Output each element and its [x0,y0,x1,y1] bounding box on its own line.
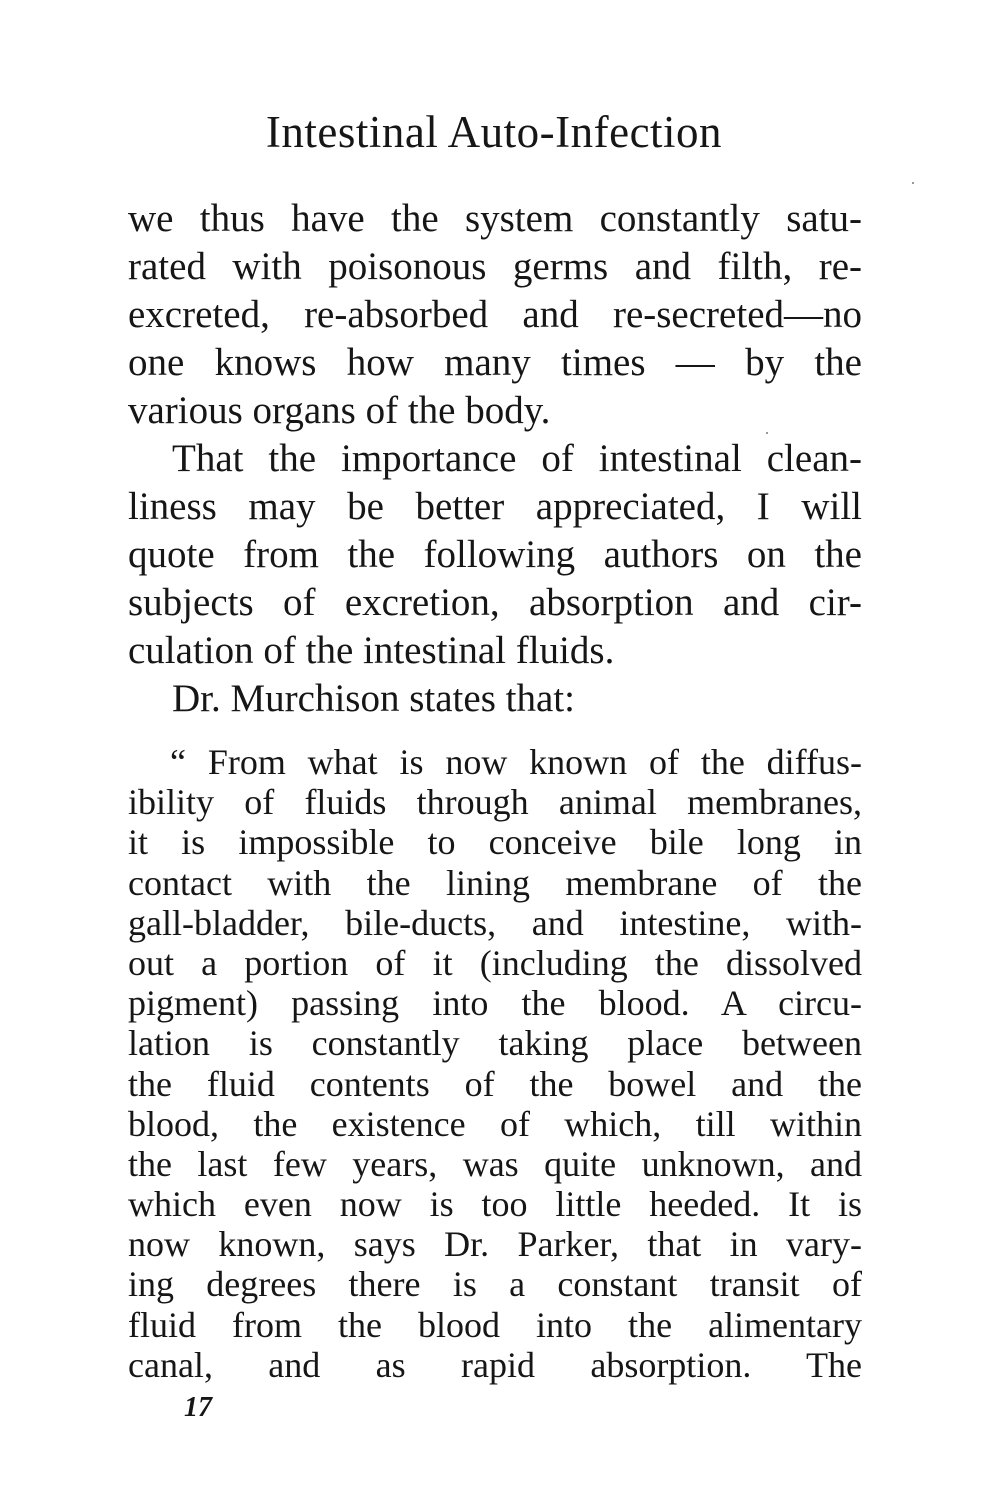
text-line: excreted, re-absorbed and re-secreted—no [128,293,862,336]
quote-line: contact with the lining membrane of the [128,862,862,903]
main-text [128,195,862,723]
paper-speck [912,182,914,184]
quote-line: “ From what is now known of the diffus- [170,742,862,782]
quotation [128,742,862,1385]
quote-line: it is impossible to conceive bile long in [128,822,862,863]
quote-line: which even now is too little heeded. It is [128,1184,862,1225]
text-line: That the importance of intestinal clean- [172,437,862,480]
text-line: Dr. Murchison states that: [172,677,575,720]
quote-line: the last few years, was quite unknown, and [128,1143,862,1184]
text-line: culation of the intestinal fluids. [128,629,615,672]
paper-speck [766,432,768,434]
text-line: various organs of the body. [128,389,551,432]
text-line: liness may be better appreciated, I will [128,485,862,528]
quote-line: pigment) passing into the blood. A circu- [128,983,862,1024]
quote-line: out a portion of it (including the dissolved [128,942,862,983]
quote-line: ing degrees there is a constant transit of [128,1264,862,1305]
quote-line: ibility of fluids through animal membranes, [128,782,862,823]
quote-line: blood, the existence of which, till within [128,1103,862,1144]
running-head: Intestinal Auto-Infection [265,107,723,157]
text-line: one knows how many times — by the [128,341,862,384]
quote-line: gall-bladder, bile-ducts, and intestine, with- [128,902,862,943]
text-line: quote from the following authors on the [128,533,862,576]
quote-line: the fluid contents of the bowel and the [128,1063,862,1104]
text-line: subjects of excretion, absorption and cir- [128,581,862,624]
page-number: 17 [184,1392,212,1423]
text-line: rated with poisonous germs and filth, re- [128,245,862,288]
quote-line: lation is constantly taking place between [128,1023,862,1064]
text-line: we thus have the system constantly satu- [128,197,862,240]
quote-line: now known, says Dr. Parker, that in vary- [128,1224,862,1265]
quote-line: fluid from the blood into the alimentary [128,1304,862,1345]
quote-line: canal, and as rapid absorption. The [128,1344,862,1385]
